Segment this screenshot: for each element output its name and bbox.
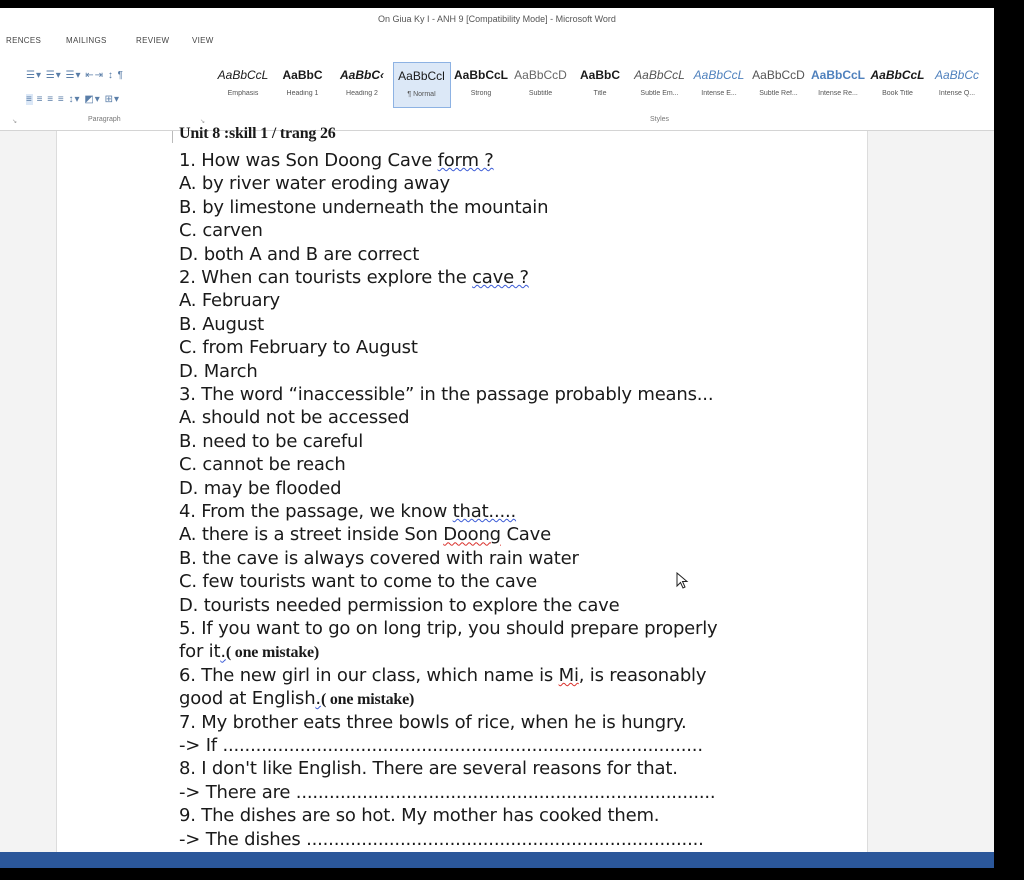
line-text: for it. xyxy=(179,641,226,663)
margin-guide xyxy=(172,131,173,143)
line-text: 9. The dishes are so hot. My mother has cooked them. xyxy=(179,805,660,827)
grammar-flag[interactable]: . xyxy=(220,641,226,663)
style-sample: AaBbCcL xyxy=(870,68,925,82)
indent-icon[interactable]: ⇤⇥ xyxy=(85,70,105,81)
line-text: C. cannot be reach xyxy=(179,454,346,476)
mistake-note: ( one mistake) xyxy=(320,691,415,709)
text-line xyxy=(179,688,414,709)
line-text: 2. When can tourists explore the cave ? xyxy=(179,267,529,288)
text-line xyxy=(179,478,341,499)
mistake-note: ( one mistake) xyxy=(225,644,320,662)
text-line xyxy=(179,571,537,592)
style-sample: AaBbCcL xyxy=(453,68,508,82)
tab-references[interactable]: RENCES xyxy=(6,36,42,45)
line-spacing-icon[interactable]: ↕▾ xyxy=(68,94,81,105)
line-text: -> If ....................................................................................... xyxy=(179,735,703,756)
style-sample: AaBbC xyxy=(282,68,323,82)
style-sample: AaBbCcD xyxy=(514,68,567,82)
text-line xyxy=(179,384,713,405)
style-name: Intense Re... xyxy=(818,90,858,97)
line-text: 1. How was Son Doong Cave form ? xyxy=(179,150,494,171)
line-text: C. few tourists want to come to the cave xyxy=(179,571,537,593)
style-name: Title xyxy=(593,90,607,97)
text-line xyxy=(179,197,548,218)
spelling-error[interactable]: Mi xyxy=(558,664,579,686)
text-line xyxy=(179,220,263,241)
style-sample: AaBbCcL xyxy=(810,68,865,82)
style-sample: AaBbCcL xyxy=(217,68,269,82)
line-text: good at English. xyxy=(179,688,321,710)
style-name: Emphasis xyxy=(227,90,259,97)
style-name: Heading 1 xyxy=(286,90,319,97)
line-text: C. carven xyxy=(179,220,263,242)
style-name: Subtle Ref... xyxy=(759,90,798,97)
style-name: Intense Q... xyxy=(938,90,976,97)
text-line xyxy=(179,314,264,335)
ribbon xyxy=(0,50,994,131)
line-text: B. by limestone underneath the mountain xyxy=(179,196,549,218)
line-text: D. March xyxy=(179,360,258,382)
tab-view[interactable]: VIEW xyxy=(192,36,214,45)
text-line xyxy=(179,805,659,826)
text-line xyxy=(179,735,703,756)
title-bar: On Giua Ky I - ANH 9 [Compatibility Mode] - Microsoft Word xyxy=(0,8,994,30)
document-area xyxy=(0,125,994,856)
align-left-icon[interactable]: ≡ xyxy=(26,94,33,105)
tab-review[interactable]: REVIEW xyxy=(136,36,170,45)
line-text: A. should not be accessed xyxy=(179,407,410,429)
text-line xyxy=(179,618,718,639)
line-text: -> There are ............................................................................ xyxy=(179,781,716,803)
style-sample: AaBbCcl xyxy=(398,69,445,83)
borders-icon[interactable]: ⊞▾ xyxy=(104,94,120,105)
line-text: 6. The new girl in our class, which name is Mi, is reasonably xyxy=(179,664,707,686)
sort-icon[interactable]: ↕ xyxy=(107,70,114,81)
alignment-buttons[interactable] xyxy=(26,94,120,105)
style-name: Strong xyxy=(470,90,492,97)
line-text: D. tourists needed permission to explore the cave xyxy=(179,594,620,616)
mouse-cursor-icon xyxy=(676,572,690,590)
style-sample: AaBbCcL xyxy=(693,68,745,82)
style-name: Heading 2 xyxy=(346,90,378,97)
text-line xyxy=(179,548,579,569)
style-item[interactable] xyxy=(690,62,748,108)
style-item[interactable] xyxy=(452,62,510,108)
text-line xyxy=(179,431,363,452)
line-text: D. both A and B are correct xyxy=(179,243,420,265)
line-text: A. there is a street inside Son Doong Cave xyxy=(179,524,551,546)
style-item[interactable] xyxy=(869,62,927,108)
text-line xyxy=(179,267,529,288)
style-item[interactable] xyxy=(214,62,272,108)
styles-group-label: Styles xyxy=(650,116,670,123)
text-line xyxy=(179,337,418,358)
line-text: 3. The word “inaccessible” in the passage probably means... xyxy=(179,384,714,405)
style-name: Subtitle xyxy=(528,90,553,97)
style-item[interactable] xyxy=(512,62,570,108)
align-center-icon[interactable]: ≡ xyxy=(36,94,44,105)
style-item[interactable] xyxy=(571,62,629,108)
ribbon-tabs xyxy=(0,30,994,50)
text-line xyxy=(179,524,551,545)
grammar-flag[interactable]: form ? xyxy=(437,150,494,171)
line-text: B. the cave is always covered with rain water xyxy=(179,547,579,569)
status-bar xyxy=(0,852,994,868)
text-line xyxy=(179,641,319,662)
style-item[interactable] xyxy=(393,62,451,108)
paragraph-launcher-icon[interactable]: ↘ xyxy=(200,119,206,125)
style-item[interactable] xyxy=(928,62,986,108)
style-item[interactable] xyxy=(333,62,391,108)
line-text: A. February xyxy=(179,290,281,312)
style-item[interactable] xyxy=(631,62,689,108)
style-name: ¶ Normal xyxy=(407,91,436,98)
document-page[interactable] xyxy=(56,125,868,861)
text-line xyxy=(179,173,450,194)
line-text: B. need to be careful xyxy=(179,430,364,452)
style-sample: AaBbCcD xyxy=(752,68,805,82)
text-line xyxy=(179,361,258,382)
text-line xyxy=(179,829,704,850)
style-item[interactable] xyxy=(274,62,332,108)
grammar-flag[interactable]: that..... xyxy=(452,501,517,522)
text-line xyxy=(179,290,280,311)
text-line xyxy=(179,407,409,428)
style-sample: AaBbCc xyxy=(934,68,980,82)
style-item[interactable] xyxy=(750,62,808,108)
style-sample: AaBbCcL xyxy=(634,68,685,82)
text-line xyxy=(179,712,687,733)
text-line xyxy=(179,454,346,475)
line-text: A. by river water eroding away xyxy=(179,173,451,195)
text-line xyxy=(179,758,678,779)
grammar-flag[interactable]: cave ? xyxy=(472,267,529,288)
document-heading: Unit 8 :skill 1 / trang 26 xyxy=(179,125,336,142)
multilevel-list-icon[interactable]: ☰▾ xyxy=(65,70,82,81)
justify-icon[interactable]: ≡ xyxy=(57,94,65,105)
text-line xyxy=(179,595,620,616)
line-text: B. August xyxy=(179,313,264,335)
text-line xyxy=(179,665,706,686)
line-text: 8. I don't like English. There are several reasons for that. xyxy=(179,758,678,780)
line-text: 4. From the passage, we know that..... xyxy=(179,501,517,522)
grammar-flag[interactable]: . xyxy=(315,688,321,710)
style-item[interactable] xyxy=(809,62,867,108)
line-text: D. may be flooded xyxy=(179,477,342,499)
pilcrow-icon[interactable]: ¶ xyxy=(117,70,124,81)
font-launcher-icon[interactable]: ↘ xyxy=(12,119,18,125)
style-name: Subtle Em... xyxy=(640,90,679,97)
shading-icon[interactable]: ◩▾ xyxy=(84,94,101,105)
text-line xyxy=(179,150,494,171)
style-name: Intense E... xyxy=(701,90,737,97)
bullets-icon[interactable]: ☰▾ xyxy=(26,70,42,81)
align-right-icon[interactable]: ≡ xyxy=(47,94,55,105)
text-line xyxy=(179,244,419,265)
line-text: -> The dishes ........................................................................ xyxy=(179,828,704,850)
text-line xyxy=(179,782,715,803)
line-text: 7. My brother eats three bowls of rice, when he is hungry. xyxy=(179,711,687,733)
list-buttons[interactable] xyxy=(26,70,124,81)
styles-gallery xyxy=(214,62,994,112)
style-sample: AaBbC‹ xyxy=(340,68,384,82)
spelling-error[interactable]: Doong xyxy=(443,524,501,546)
line-text: C. from February to August xyxy=(179,337,418,359)
tab-mailings[interactable]: MAILINGS xyxy=(66,36,107,45)
numbering-icon[interactable]: ☰▾ xyxy=(45,70,62,81)
style-name: Book Title xyxy=(882,90,913,97)
style-sample: AaBbC xyxy=(579,68,620,82)
text-line xyxy=(179,501,516,522)
word-window xyxy=(0,8,994,868)
line-text: 5. If you want to go on long trip, you should prepare properly xyxy=(179,618,718,639)
paragraph-group-label: Paragraph xyxy=(88,116,121,123)
